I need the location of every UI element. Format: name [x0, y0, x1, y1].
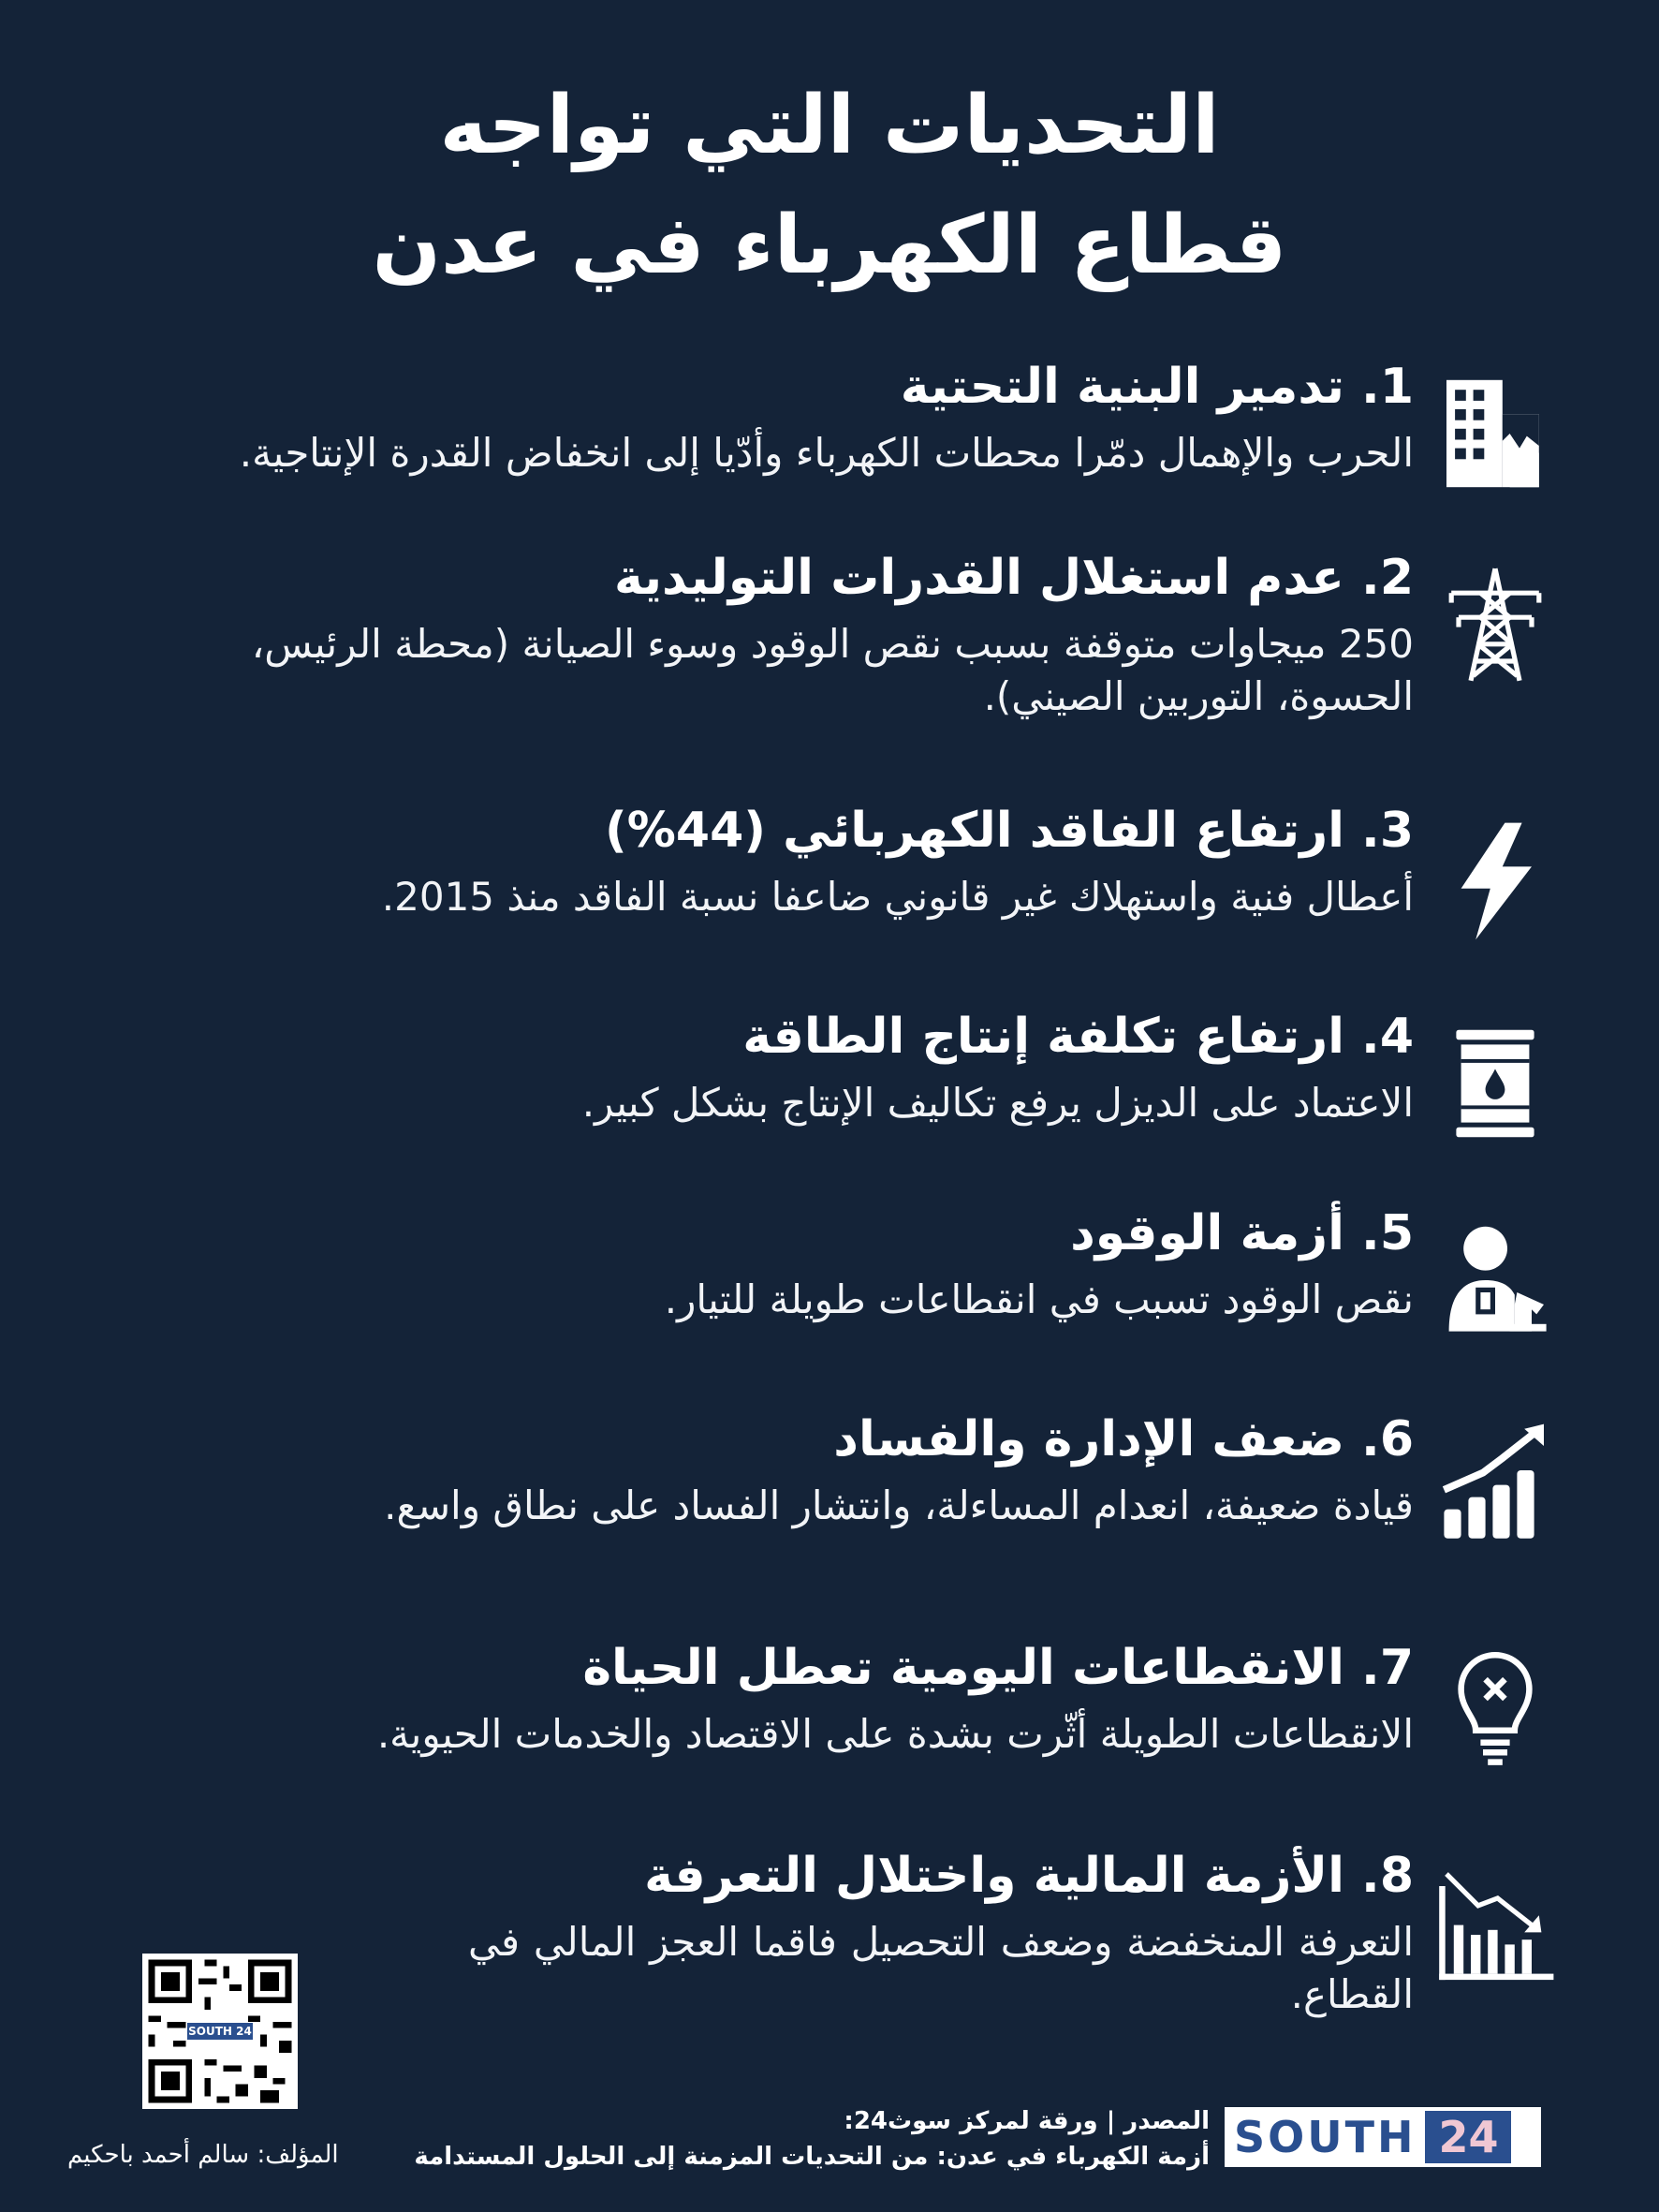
logo-number: 24: [1425, 2111, 1511, 2163]
challenge-item-5: [0, 1201, 1659, 1388]
item-description: الاعتماد على الديزل يرفع تكاليف الإنتاج بشكل كبير.: [581, 1080, 1414, 1126]
item-description: الحرب والإهمال دمّرا محطات الكهرباء وأدّيا إلى انخفاض القدرة الإنتاجية.: [239, 430, 1414, 476]
item-description: التعرفة المنخفضة وضعف التحصيل فاقما العجز المالي في القطاع.: [468, 1919, 1414, 2017]
damaged-building-icon: [1434, 373, 1556, 494]
challenge-item-4: [0, 1004, 1659, 1191]
qr-code[interactable]: [142, 1954, 298, 2109]
page-title: [0, 66, 1659, 305]
challenge-item-1: [0, 354, 1659, 541]
power-tower-icon: [1434, 564, 1556, 686]
item-description: 250 ميجاوات متوقفة بسبب نقص الوقود وسوء الصيانة (محطة الرئيس، الحسوة، التوربين الصيني).: [251, 621, 1414, 719]
challenge-item-6: [0, 1407, 1659, 1594]
item-heading: 5. أزمة الوقود: [1070, 1205, 1414, 1261]
lightning-icon: [1434, 820, 1556, 942]
challenge-item-3: [0, 798, 1659, 985]
declining-chart-icon: [1434, 1862, 1556, 1983]
item-heading: 6. ضعف الإدارة والفساد: [833, 1411, 1414, 1467]
source-citation: [414, 2103, 1210, 2175]
challenge-item-7: [0, 1635, 1659, 1822]
oil-barrel-icon: [1434, 1023, 1556, 1144]
item-description: أعطال فنية واستهلاك غير قانوني ضاعفا نسبة الفاقد منذ 2015.: [381, 874, 1414, 920]
item-description: الانقطاعات الطويلة أثّرت بشدة على الاقتصاد والخدمات الحيوية.: [376, 1711, 1414, 1757]
qr-badge: SOUTH 24: [188, 2025, 252, 2038]
item-heading: 3. ارتفاع الفاقد الكهربائي (44%): [605, 803, 1414, 859]
title-line-1: التحديات التي تواجه: [439, 79, 1220, 172]
title-line-2: قطاع الكهرباء في عدن: [372, 199, 1287, 292]
fuel-pump-user-icon: [1434, 1219, 1556, 1341]
source-line-2: أزمة الكهرباء في عدن: من التحديات المزمنة إلى الحلول المستدامة: [414, 2143, 1210, 2171]
item-description: نقص الوقود تسبب في انقطاعات طويلة للتيار.: [664, 1276, 1414, 1322]
author-credit: المؤلف: سالم أحمد باحكيم: [67, 2141, 339, 2169]
broken-bulb-icon: [1434, 1650, 1556, 1772]
item-description: قيادة ضعيفة، انعدام المساءلة، وانتشار الفساد على نطاق واسع.: [384, 1482, 1414, 1528]
item-heading: 1. تدمير البنية التحتية: [900, 359, 1414, 415]
item-heading: 8. الأزمة المالية واختلال التعرفة: [644, 1848, 1414, 1904]
item-heading: 4. ارتفاع تكلفة إنتاج الطاقة: [742, 1009, 1414, 1065]
south24-logo: [1225, 2107, 1541, 2167]
growth-chart-icon: [1434, 1422, 1556, 1543]
logo-text: SOUTH: [1234, 2112, 1417, 2162]
challenge-item-2: [0, 545, 1659, 732]
source-line-1: المصدر | ورقة لمركز سوث24:: [844, 2107, 1210, 2135]
item-heading: 7. الانقطاعات اليومية تعطل الحياة: [582, 1640, 1414, 1696]
item-heading: 2. عدم استغلال القدرات التوليدية: [613, 550, 1414, 606]
